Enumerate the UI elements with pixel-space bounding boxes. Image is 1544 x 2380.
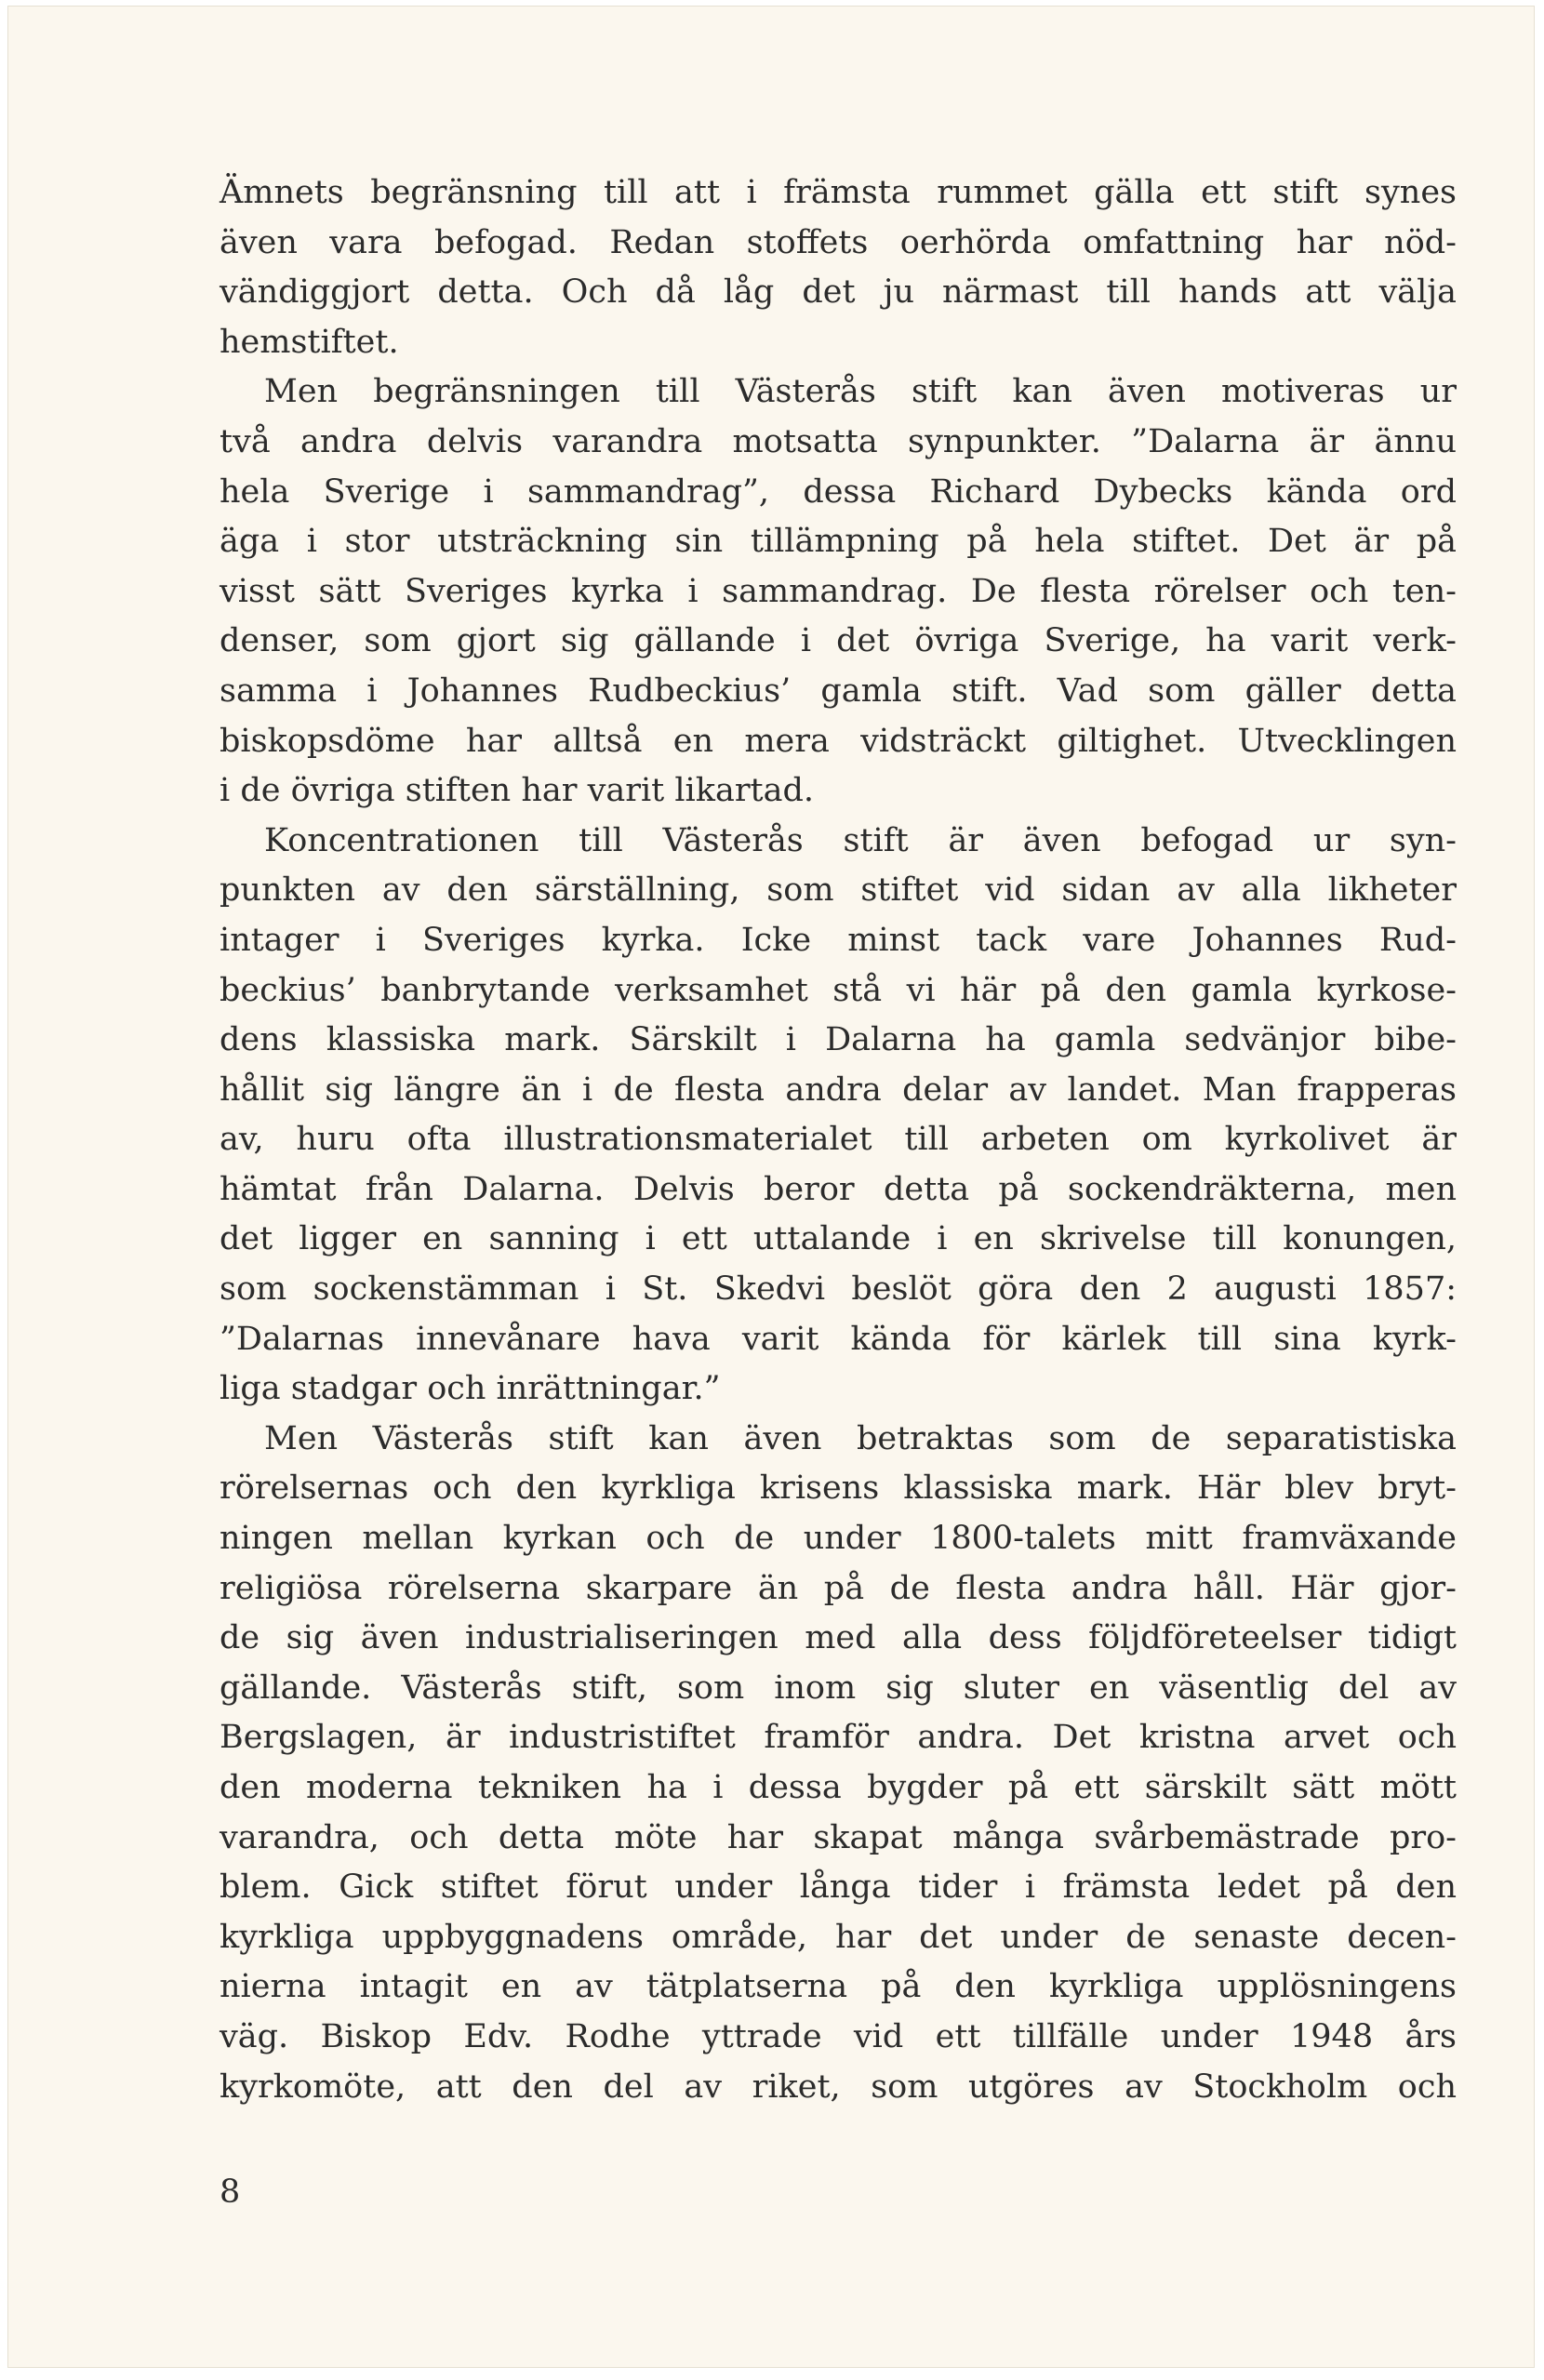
text-line: denser, som gjort sig gällande i det övriga Sverige, ha varit verk- — [220, 622, 1457, 660]
text-line: äga i stor utsträckning sin tillämpning på hela stiftet. Det är på — [220, 523, 1457, 561]
text-line: den moderna tekniken ha i dessa bygder på ett särskilt sätt mött — [220, 1769, 1457, 1806]
text-line: de sig även industrialiseringen med alla dess följdföreteelser tidigt — [220, 1619, 1457, 1657]
text-line: väg. Biskop Edv. Rodhe yttrade vid ett tillfälle under 1948 års — [220, 2017, 1457, 2055]
text-line: kyrkomöte, att den del av riket, som utgöres av Stockholm och — [220, 2068, 1457, 2106]
page-number: 8 — [220, 2174, 241, 2211]
book-page — [7, 6, 1535, 2368]
text-line: punkten av den särställning, som stiftet vid sidan av alla likheter — [220, 871, 1457, 910]
text-line: hemstiftet. — [220, 323, 399, 361]
text-line: blem. Gick stiftet förut under långa tider i främsta ledet på den — [220, 1868, 1457, 1907]
text-line: av, huru ofta illustrationsmaterialet till arbeten om kyrkolivet är — [220, 1121, 1457, 1159]
text-line: kyrkliga uppbyggnadens område, har det under de senaste decen- — [220, 1918, 1457, 1956]
text-line: dens klassiska mark. Särskilt i Dalarna ha gamla sedvänjor bibe- — [220, 1021, 1457, 1059]
text-line: hela Sverige i sammandrag”, dessa Richard Dybecks kända ord — [220, 472, 1457, 511]
text-line: ”Dalarnas innevånare hava varit kända för kärlek till sina kyrk- — [220, 1320, 1457, 1358]
text-line: ningen mellan kyrkan och de under 1800-talets mitt framväxande — [220, 1520, 1457, 1558]
text-line: varandra, och detta möte har skapat många svårbemästrade pro- — [220, 1818, 1457, 1856]
text-line: visst sätt Sveriges kyrka i sammandrag. De flesta rörelser och ten- — [220, 572, 1457, 610]
text-line: som sockenstämman i St. Skedvi beslöt göra den 2 augusti 1857: — [220, 1270, 1457, 1309]
text-line: religiösa rörelserna skarpare än på de flesta andra håll. Här gjor- — [220, 1569, 1457, 1607]
text-line: vändiggjort detta. Och då låg det ju närmast till hands att välja — [220, 273, 1457, 312]
text-line: två andra delvis varandra motsatta synpunkter. ”Dalarna är ännu — [220, 422, 1457, 460]
text-line: intager i Sveriges kyrka. Icke minst tack vare Johannes Rud- — [220, 921, 1457, 959]
text-line: nierna intagit en av tätplatserna på den kyrkliga upplösningens — [220, 1968, 1457, 2006]
text-line: hämtat från Dalarna. Delvis beror detta på sockendräkterna, men — [220, 1170, 1457, 1208]
body-text — [220, 168, 1457, 2112]
text-line: Ämnets begränsning till att i främsta rummet gälla ett stift synes — [220, 174, 1457, 211]
text-line: även vara befogad. Redan stoffets oerhörda omfattning har nöd- — [220, 223, 1457, 261]
text-line: gällande. Västerås stift, som inom sig sluter en väsentlig del av — [220, 1669, 1457, 1707]
text-line: rörelsernas och den kyrkliga krisens klassiska mark. Här blev bryt- — [220, 1469, 1457, 1508]
text-line: Men Västerås stift kan även betraktas som de separatistiska — [264, 1419, 1457, 1457]
text-line: Men begränsningen till Västerås stift kan även motiveras ur — [264, 373, 1457, 411]
text-line: hållit sig längre än i de flesta andra delar av landet. Man frapperas — [220, 1070, 1457, 1109]
text-line: det ligger en sanning i ett uttalande i en skrivelse till konungen, — [220, 1220, 1457, 1258]
text-line: Bergslagen, är industristiftet framför andra. Det kristna arvet och — [220, 1719, 1457, 1757]
text-line: biskopsdöme har alltså en mera vidsträckt giltighet. Utvecklingen — [220, 722, 1457, 760]
text-line: i de övriga stiften har varit likartad. — [220, 772, 815, 810]
text-line: beckius’ banbrytande verksamhet stå vi här på den gamla kyrkose- — [220, 971, 1457, 1009]
text-line: samma i Johannes Rudbeckius’ gamla stift. Vad som gäller detta — [220, 671, 1457, 710]
text-line: Koncentrationen till Västerås stift är även befogad ur syn- — [264, 821, 1457, 859]
text-line: liga stadgar och inrättningar.” — [220, 1370, 721, 1408]
